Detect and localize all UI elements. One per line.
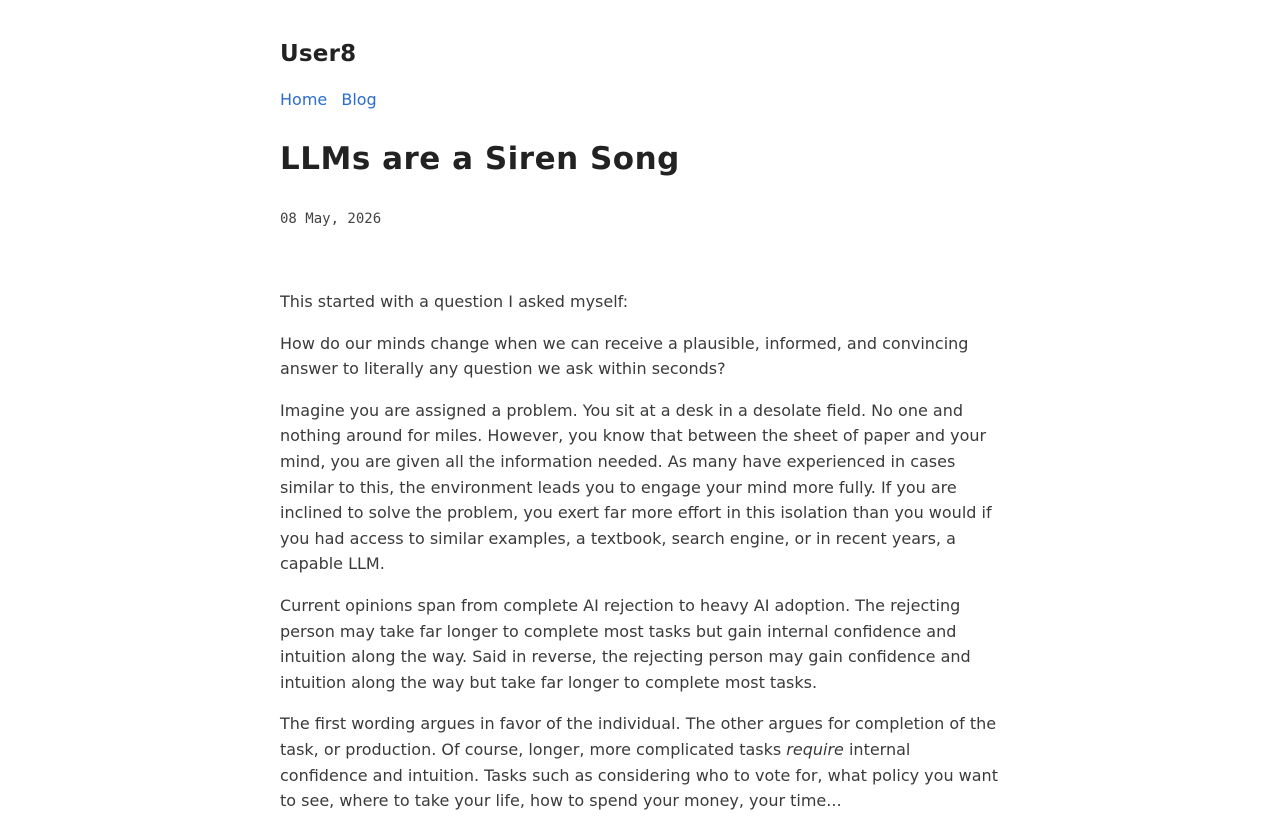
main-nav bbox=[280, 90, 386, 110]
post-title: LLMs are a Siren Song bbox=[280, 141, 680, 177]
nav-link-blog[interactable]: Blog bbox=[341, 90, 377, 109]
nav-link-home[interactable]: Home bbox=[280, 90, 328, 109]
post-paragraph: Imagine you are assigned a problem. You sit at a desk in a desolate field. No one and nothing around for miles. However, you know that between the sheet of paper and your mind, you are given all the information needed. As many have experienced in cases similar to this, the environment leads you to engage your mind more fully. If you are inclined to solve the problem, you exert far more effort in this isolation than you would if you had access to similar examples, a textbook, search engine, or in recent years, a capable LLM. bbox=[280, 400, 992, 574]
paragraph-text: internal confidence and intuition. Tasks such as considering who to vote for, what policy you want to see, where to take your life, how to spend your money, your time... bbox=[280, 739, 998, 811]
emphasized-word: require bbox=[786, 739, 844, 759]
site-title[interactable]: User8 bbox=[280, 41, 357, 67]
post-paragraph: Current opinions span from complete AI rejection to heavy AI adoption. The rejecting person may take far longer to complete most tasks but gain internal confidence and intuition along the way. Said in reverse, the rejecting person may gain confidence and intuition along the way but take far longer to complete most tasks. bbox=[280, 595, 971, 692]
paragraph-text: The first wording argues in favor of the individual. The other argues for completion of the task, or production. Of course, longer, more complicated tasks bbox=[280, 714, 997, 759]
post-paragraph: This started with a question I asked myself: bbox=[280, 292, 629, 311]
post-date: 08 May, 2026 bbox=[280, 211, 382, 227]
post-paragraph: How do our minds change when we can receive a plausible, informed, and convincing answer to literally any question we ask within seconds? bbox=[280, 333, 969, 379]
post-paragraph bbox=[280, 711, 1000, 813]
post-body bbox=[280, 289, 1000, 830]
